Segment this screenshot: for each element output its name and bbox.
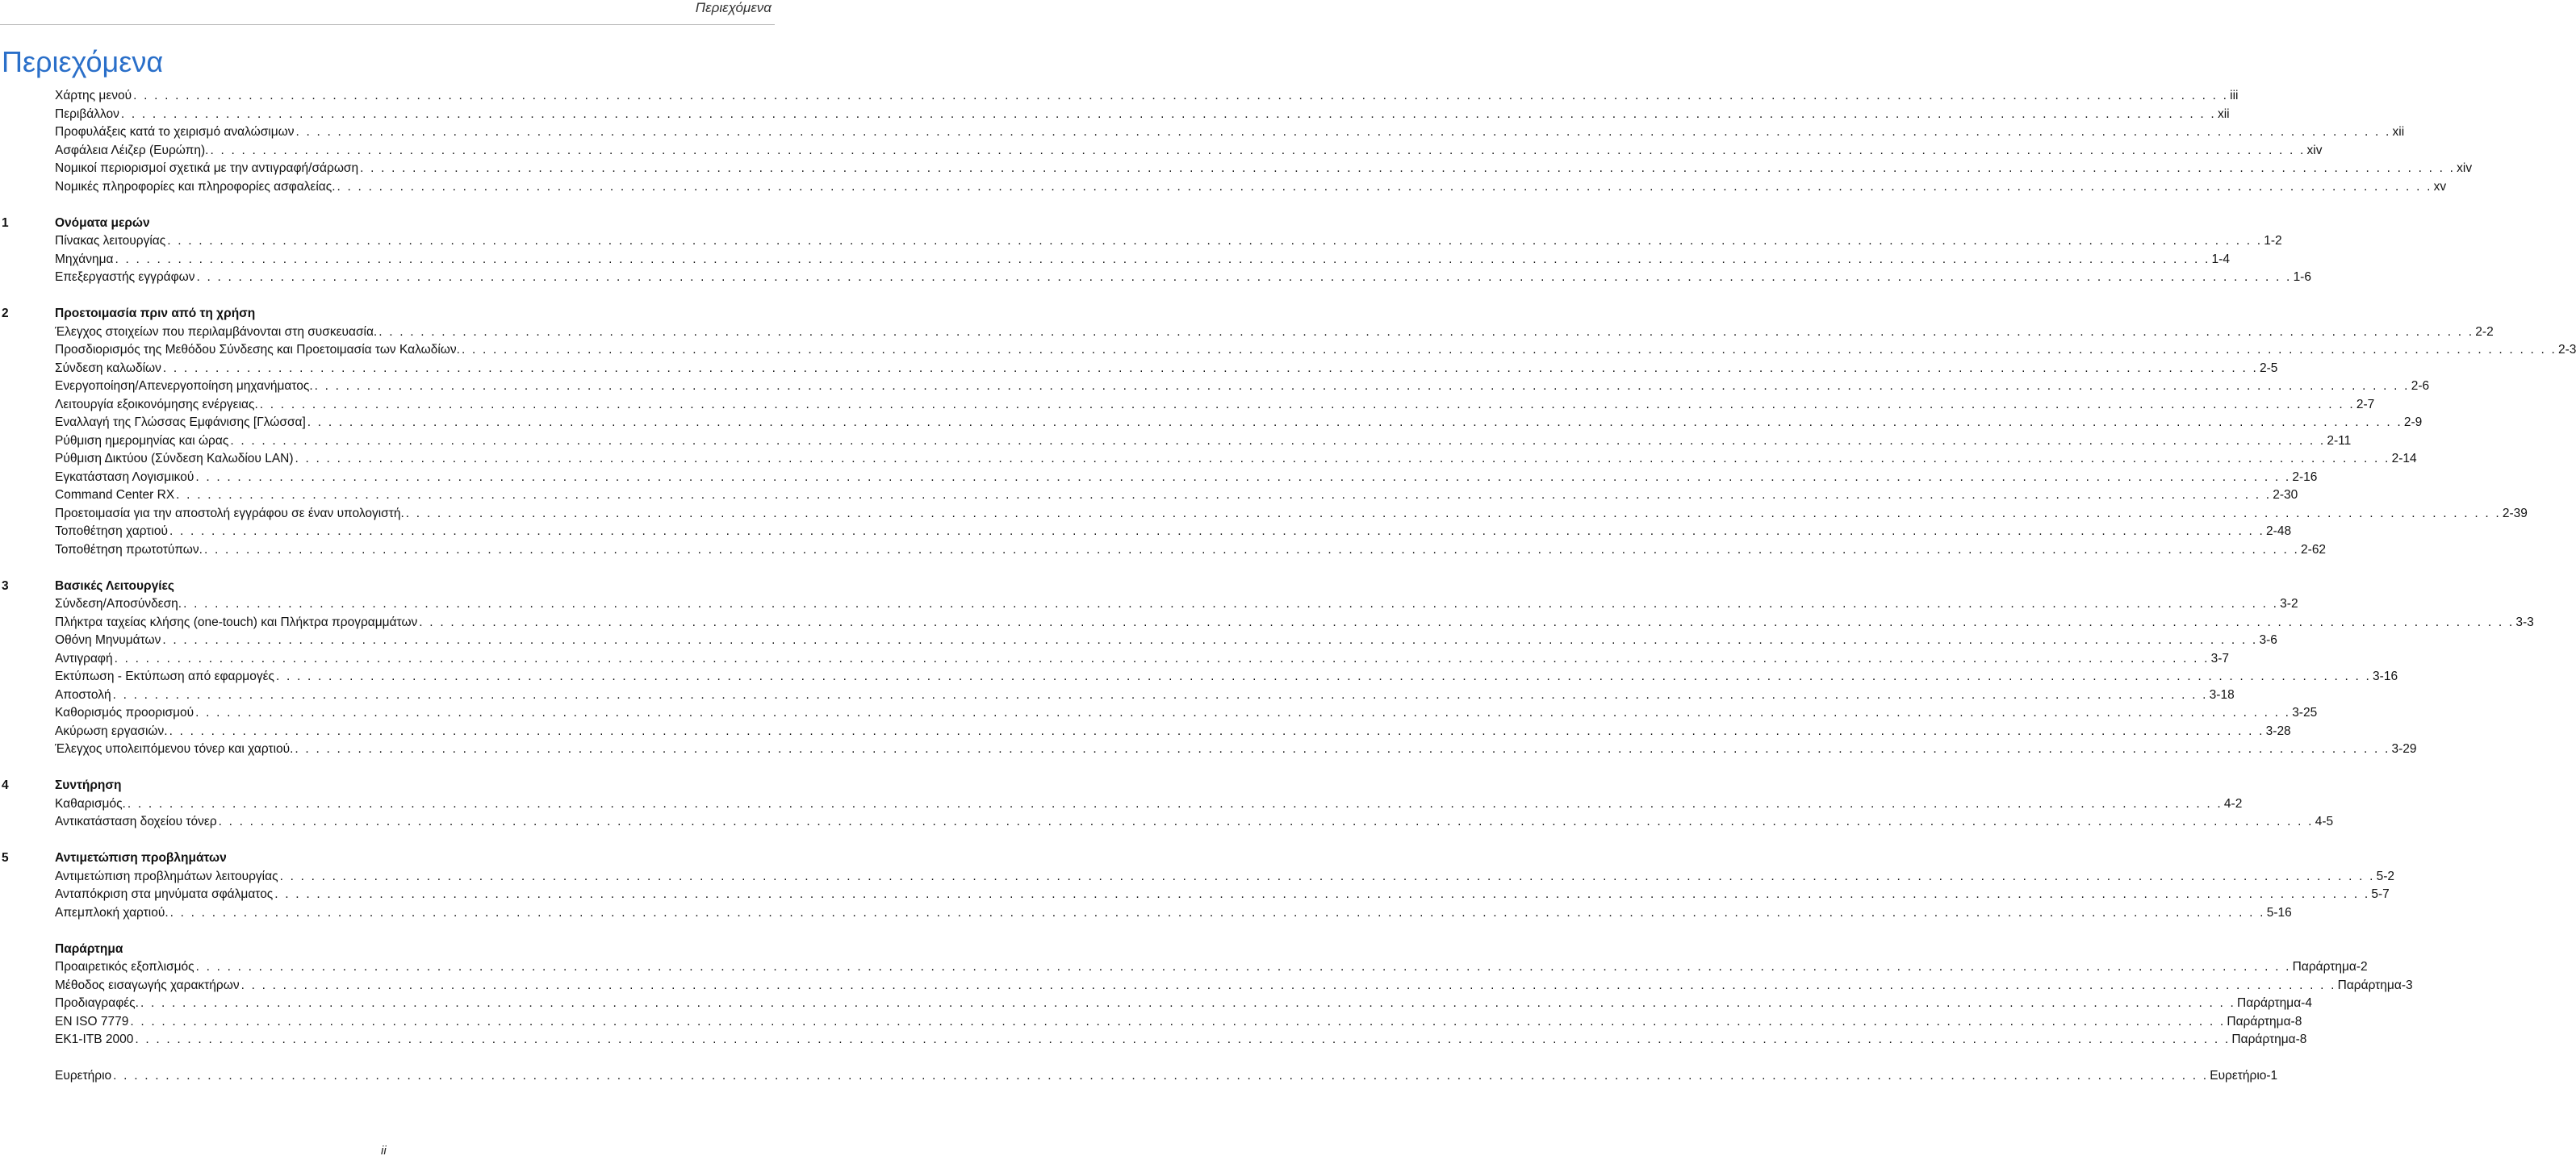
section-heading[interactable] [0,849,775,868]
dot-leader: . . . . . . . . . . . . . . . . . . . . . . . . . . . . . . . . . . . . . . . . . . . . . . . . . . . . . . . . . . . . . . . . . . . . . . . . . . . . . . . . . . . . . . . . . . . . . . . . . . . . . . . . . . . . . . . . . . . . . . . . . . . . . . . . . . . . . . . . . . . . . . . . . . . . . . . . . . . . . . . . . . . . . . . . . . . . . . . . . . . . . . . . . . . . . . . . . . . . . . . . [196,270,2292,284]
toc-entry-title: Επεξεργαστής εγγράφων [55,269,197,287]
toc-entry-page: Παράρτημα-4 [2235,995,2312,1013]
toc-entry-title: Τοποθέτηση χαρτιού [55,523,169,541]
toc-entry-page: xiv [2306,142,2323,161]
toc-entry-title: Νομικοί περιορισμοί σχετικά με την αντιγραφή/σάρωση [55,160,360,178]
spacer [0,559,775,578]
toc-entry-title: Ακύρωση εργασιών. [55,723,169,741]
toc-entry[interactable] [0,523,2292,541]
toc-entry[interactable] [0,414,2423,432]
toc-entry[interactable] [0,87,2239,106]
toc-entry[interactable] [0,958,2368,977]
toc-entry[interactable] [0,106,2230,124]
dot-leader: . . . . . . . . . . . . . . . . . . . . . . . . . . . . . . . . . . . . . . . . . . . . . . . . . . . . . . . . . . . . . . . . . . . . . . . . . . . . . . . . . . . . . . . . . . . . . . . . . . . . . . . . . . . . . . . . . . . . . . . . . . . . . . . . . . . . . . . . . . . . . . . . . . . . . . . . . . . . . . . . . . . . . . . . . . . . . . . . . . . . . . . . . . . . . . . . . . . . . . . . [295,452,2390,465]
dot-leader: . . . . . . . . . . . . . . . . . . . . . . . . . . . . . . . . . . . . . . . . . . . . . . . . . . . . . . . . . . . . . . . . . . . . . . . . . . . . . . . . . . . . . . . . . . . . . . . . . . . . . . . . . . . . . . . . . . . . . . . . . . . . . . . . . . . . . . . . . . . . . . . . . . . . . . . . . . . . . . . . . . . . . . . . . . . . . . . . . . . . . . . . . . . . . . . . . . . . . . . . [115,252,2210,266]
dot-leader: . . . . . . . . . . . . . . . . . . . . . . . . . . . . . . . . . . . . . . . . . . . . . . . . . . . . . . . . . . . . . . . . . . . . . . . . . . . . . . . . . . . . . . . . . . . . . . . . . . . . . . . . . . . . . . . . . . . . . . . . . . . . . . . . . . . . . . . . . . . . . . . . . . . . . . . . . . . . . . . . . . . . . . . . . . . . . . . . . . . . . . . . . . . . . . . . . . . . . . . . [405,506,2501,520]
toc-entry-page: 3-7 [2210,650,2229,669]
toc-entry-page: Ευρετήριο-1 [2208,1067,2277,1086]
dot-leader: . . . . . . . . . . . . . . . . . . . . . . . . . . . . . . . . . . . . . . . . . . . . . . . . . . . . . . . . . . . . . . . . . . . . . . . . . . . . . . . . . . . . . . . . . . . . . . . . . . . . . . . . . . . . . . . . . . . . . . . . . . . . . . . . . . . . . . . . . . . . . . . . . . . . . . . . . . . . . . . . . . . . . . . . . . . . . . . . . . . . . . . . . . . . . . . . . . . . . . . . [195,469,2291,484]
section-name: Αντιμετώπιση προβλημάτων [55,851,227,865]
toc-entry[interactable] [0,232,2282,251]
section-name: Ονόματα μερών [55,215,150,230]
toc-entry[interactable] [0,650,2230,669]
dot-leader: . . . . . . . . . . . . . . . . . . . . . . . . . . . . . . . . . . . . . . . . . . . . . . . . . . . . . . . . . . . . . . . . . . . . . . . . . . . . . . . . . . . . . . . . . . . . . . . . . . . . . . . . . . . . . . . . . . . . . . . . . . . . . . . . . . . . . . . . . . . . . . . . . . . . . . . . . . . . . . . . . . . . . . . . . . . . . . . . . . . . . . . . . . . . . . . . . . . . . . . . [314,379,2410,393]
toc-entry-page: 5-7 [2369,886,2389,904]
toc-entry[interactable] [0,269,2311,287]
toc-entry-page: 3-28 [2264,723,2291,741]
section-name: Προετοιμασία πριν από τη χρήση [55,307,256,320]
dot-leader: . . . . . . . . . . . . . . . . . . . . . . . . . . . . . . . . . . . . . . . . . . . . . . . . . . . . . . . . . . . . . . . . . . . . . . . . . . . . . . . . . . . . . . . . . . . . . . . . . . . . . . . . . . . . . . . . . . . . . . . . . . . . . . . . . . . . . . . . . . . . . . . . . . . . . . . . . . . . . . . . . . . . . . . . . . . . . . . . . . . . . . . . . . . . . . . . . . . . . . . . [230,433,2326,448]
toc-entry-page: 3-3 [2514,614,2533,632]
toc-entry-page: 3-16 [2371,668,2398,686]
toc-entry[interactable] [0,704,2318,723]
toc-entry-page: 1-4 [2210,251,2230,269]
toc-entry-page: Παράρτημα-2 [2291,958,2368,977]
toc-entry-title: Ασφάλεια Λέιζερ (Ευρώπη). [55,142,210,161]
toc-entry-page: Παράρτημα-3 [2336,977,2413,995]
dot-leader: . . . . . . . . . . . . . . . . . . . . . . . . . . . . . . . . . . . . . . . . . . . . . . . . . . . . . . . . . . . . . . . . . . . . . . . . . . . . . . . . . . . . . . . . . . . . . . . . . . . . . . . . . . . . . . . . . . . . . . . . . . . . . . . . . . . . . . . . . . . . . . . . . . . . . . . . . . . . . . . . . . . . . . . . . . . . . . . . . . . . . . . . . . . . . . . . . . . . . . . . [360,161,2456,175]
dot-leader: . . . . . . . . . . . . . . . . . . . . . . . . . . . . . . . . . . . . . . . . . . . . . . . . . . . . . . . . . . . . . . . . . . . . . . . . . . . . . . . . . . . . . . . . . . . . . . . . . . . . . . . . . . . . . . . . . . . . . . . . . . . . . . . . . . . . . . . . . . . . . . . . . . . . . . . . . . . . . . . . . . . . . . . . . . . . . . . . . . . . . . . . . . . . . . . . . . . . . . . . [183,597,2279,611]
dot-leader: . . . . . . . . . . . . . . . . . . . . . . . . . . . . . . . . . . . . . . . . . . . . . . . . . . . . . . . . . . . . . . . . . . . . . . . . . . . . . . . . . . . . . . . . . . . . . . . . . . . . . . . . . . . . . . . . . . . . . . . . . . . . . . . . . . . . . . . . . . . . . . . . . . . . . . . . . . . . . . . . . . . . . . . . . . . . . . . . . . . . . . . . . . . . . . . . . . . . . . . . [203,542,2300,557]
toc-entry[interactable] [0,668,2398,686]
toc-entry[interactable] [0,396,2375,415]
toc-entry-page: 3-25 [2290,704,2317,723]
toc-entry-title: Αποστολή [55,686,113,705]
toc-entry-page: 2-14 [2390,450,2417,469]
toc-entry-title: Καθορισμός προορισμού [55,704,195,723]
toc-entry[interactable] [0,469,2318,487]
toc-entry[interactable] [0,741,2417,759]
dot-leader: . . . . . . . . . . . . . . . . . . . . . . . . . . . . . . . . . . . . . . . . . . . . . . . . . . . . . . . . . . . . . . . . . . . . . . . . . . . . . . . . . . . . . . . . . . . . . . . . . . . . . . . . . . . . . . . . . . . . . . . . . . . . . . . . . . . . . . . . . . . . . . . . . . . . . . . . . . . . . . . . . . . . . . . . . . . . . . . . . . . . . . . . . . . . . . . . . . . . . . . . [259,397,2355,411]
section-heading[interactable] [0,777,775,795]
toc-entry[interactable] [0,686,2235,705]
section-number: 4 [2,778,9,792]
dot-leader: . . . . . . . . . . . . . . . . . . . . . . . . . . . . . . . . . . . . . . . . . . . . . . . . . . . . . . . . . . . . . . . . . . . . . . . . . . . . . . . . . . . . . . . . . . . . . . . . . . . . . . . . . . . . . . . . . . . . . . . . . . . . . . . . . . . . . . . . . . . . . . . . . . . . . . . . . . . . . . . . . . . . . . . . . . . . . . . . . . . . . . . . . . . . . . . . . . . . . . . . [240,978,2336,992]
spacer [0,759,775,778]
toc-entry[interactable] [0,541,2327,560]
dot-leader: . . . . . . . . . . . . . . . . . . . . . . . . . . . . . . . . . . . . . . . . . . . . . . . . . . . . . . . . . . . . . . . . . . . . . . . . . . . . . . . . . . . . . . . . . . . . . . . . . . . . . . . . . . . . . . . . . . . . . . . . . . . . . . . . . . . . . . . . . . . . . . . . . . . . . . . . . . . . . . . . . . . . . . . . . . . . . . . . . . . . . . . . . . . . . . . . . . . . . . . . [140,996,2235,1010]
toc-entry-title: Πίνακας λειτουργίας [55,232,167,251]
toc-entry-title: Ρύθμιση Δικτύου (Σύνδεση Καλωδίου LAN) [55,450,295,469]
toc-entry-page: 2-11 [2325,432,2351,451]
section-heading[interactable] [0,215,775,233]
toc-entry-page: 2-62 [2299,541,2326,560]
toc-entry-title: Τοποθέτηση πρωτοτύπων. [55,541,204,560]
toc-entry-title: EK1-ITB 2000 [55,1031,135,1049]
dot-leader: . . . . . . . . . . . . . . . . . . . . . . . . . . . . . . . . . . . . . . . . . . . . . . . . . . . . . . . . . . . . . . . . . . . . . . . . . . . . . . . . . . . . . . . . . . . . . . . . . . . . . . . . . . . . . . . . . . . . . . . . . . . . . . . . . . . . . . . . . . . . . . . . . . . . . . . . . . . . . . . . . . . . . . . . . . . . . . . . . . . . . . . . . . . . . . . . . . . . . . . . [279,869,2375,883]
dot-leader: . . . . . . . . . . . . . . . . . . . . . . . . . . . . . . . . . . . . . . . . . . . . . . . . . . . . . . . . . . . . . . . . . . . . . . . . . . . . . . . . . . . . . . . . . . . . . . . . . . . . . . . . . . . . . . . . . . . . . . . . . . . . . . . . . . . . . . . . . . . . . . . . . . . . . . . . . . . . . . . . . . . . . . . . . . . . . . . . . . . . . . . . . . . . . . . . . . . . . . . . [218,815,2314,828]
dot-leader: . . . . . . . . . . . . . . . . . . . . . . . . . . . . . . . . . . . . . . . . . . . . . . . . . . . . . . . . . . . . . . . . . . . . . . . . . . . . . . . . . . . . . . . . . . . . . . . . . . . . . . . . . . . . . . . . . . . . . . . . . . . . . . . . . . . . . . . . . . . . . . . . . . . . . . . . . . . . . . . . . . . . . . . . . . . . . . . . . . . . . . . . . . . . . . . . . . . . . . . . [130,1014,2226,1029]
toc-entry-page: 2-6 [2410,378,2429,396]
dot-leader: . . . . . . . . . . . . . . . . . . . . . . . . . . . . . . . . . . . . . . . . . . . . . . . . . . . . . . . . . . . . . . . . . . . . . . . . . . . . . . . . . . . . . . . . . . . . . . . . . . . . . . . . . . . . . . . . . . . . . . . . . . . . . . . . . . . . . . . . . . . . . . . . . . . . . . . . . . . . . . . . . . . . . . . . . . . . . . . . . . . . . . . . . . . . . . . . . . . . . . . . [337,179,2432,194]
toc-entry-title: Προσδιορισμός της Μεθόδου Σύνδεσης και Προετοιμασία των Καλωδίων. [55,341,462,360]
dot-leader: . . . . . . . . . . . . . . . . . . . . . . . . . . . . . . . . . . . . . . . . . . . . . . . . . . . . . . . . . . . . . . . . . . . . . . . . . . . . . . . . . . . . . . . . . . . . . . . . . . . . . . . . . . . . . . . . . . . . . . . . . . . . . . . . . . . . . . . . . . . . . . . . . . . . . . . . . . . . . . . . . . . . . . . . . . . . . . . . . . . . . . . . . . . . . . . . . . . . . . . . [169,724,2264,738]
toc-entry-page: 3-29 [2390,741,2416,759]
toc-entry-title: Περιβάλλον [55,106,121,124]
toc-entry-page: 2-39 [2501,505,2528,524]
section-name: Συντήρηση [55,778,122,792]
toc-entry[interactable] [0,813,2334,832]
toc-entry-page: xiv [2455,160,2472,178]
running-header: Περιεχόμενα [695,0,772,15]
toc-entry[interactable] [0,886,2390,904]
toc-entry[interactable] [0,632,2277,650]
dot-leader: . . . . . . . . . . . . . . . . . . . . . . . . . . . . . . . . . . . . . . . . . . . . . . . . . . . . . . . . . . . . . . . . . . . . . . . . . . . . . . . . . . . . . . . . . . . . . . . . . . . . . . . . . . . . . . . . . . . . . . . . . . . . . . . . . . . . . . . . . . . . . . . . . . . . . . . . . . . . . . . . . . . . . . . . . . . . . . . . . . . . . . . . . . . . . . . . . . . . . . . . [162,361,2258,375]
dot-leader: . . . . . . . . . . . . . . . . . . . . . . . . . . . . . . . . . . . . . . . . . . . . . . . . . . . . . . . . . . . . . . . . . . . . . . . . . . . . . . . . . . . . . . . . . . . . . . . . . . . . . . . . . . . . . . . . . . . . . . . . . . . . . . . . . . . . . . . . . . . . . . . . . . . . . . . . . . . . . . . . . . . . . . . . . . . . . . . . . . . . . . . . . . . . . . . . . . . . . . . . [169,524,2265,538]
toc-entry-title: Ευρετήριο [55,1067,113,1086]
toc-entry[interactable] [0,505,2528,524]
toc-entry-page: xii [2391,123,2405,142]
toc-entry-page: 2-3 [2557,341,2576,360]
toc-entry-page: Παράρτημα-8 [2230,1031,2306,1049]
toc-entry-title: Έλεγχος υπολειπόμενου τόνερ και χαρτιού. [55,741,295,759]
dot-leader: . . . . . . . . . . . . . . . . . . . . . . . . . . . . . . . . . . . . . . . . . . . . . . . . . . . . . . . . . . . . . . . . . . . . . . . . . . . . . . . . . . . . . . . . . . . . . . . . . . . . . . . . . . . . . . . . . . . . . . . . . . . . . . . . . . . . . . . . . . . . . . . . . . . . . . . . . . . . . . . . . . . . . . . . . . . . . . . . . . . . . . . . . . . . . . . . . . . . . . . . [120,106,2216,121]
dot-leader: . . . . . . . . . . . . . . . . . . . . . . . . . . . . . . . . . . . . . . . . . . . . . . . . . . . . . . . . . . . . . . . . . . . . . . . . . . . . . . . . . . . . . . . . . . . . . . . . . . . . . . . . . . . . . . . . . . . . . . . . . . . . . . . . . . . . . . . . . . . . . . . . . . . . . . . . . . . . . . . . . . . . . . . . . . . . . . . . . . . . . . . . . . . . . . . . . . . . . . . . [133,89,2229,102]
toc-entry-page: 5-16 [2265,904,2292,923]
toc-entry[interactable] [0,360,2278,378]
section-number: 5 [2,851,9,865]
page-title: Περιεχόμενα [2,45,164,78]
toc-entry-title: Ανταπόκριση στα μηνύματα σφάλματος [55,886,274,904]
spacer [0,922,775,941]
toc-entry[interactable] [0,160,2473,178]
toc-entry-page: 4-2 [2223,795,2242,814]
toc-entry-title: Λειτουργία εξοικονόμησης ενέργειας. [55,396,260,415]
toc-entry-title: Προφυλάξεις κατά το χειρισμό αναλώσιμων [55,123,295,142]
section-name: Παράρτημα [55,941,123,956]
toc-entry-page: 2-5 [2258,360,2277,378]
dot-leader: . . . . . . . . . . . . . . . . . . . . . . . . . . . . . . . . . . . . . . . . . . . . . . . . . . . . . . . . . . . . . . . . . . . . . . . . . . . . . . . . . . . . . . . . . . . . . . . . . . . . . . . . . . . . . . . . . . . . . . . . . . . . . . . . . . . . . . . . . . . . . . . . . . . . . . . . . . . . . . . . . . . . . . . . . . . . . . . . . . . . . . . . . . . . . . . . . . . . . . . . [176,488,2272,502]
dot-leader: . . . . . . . . . . . . . . . . . . . . . . . . . . . . . . . . . . . . . . . . . . . . . . . . . . . . . . . . . . . . . . . . . . . . . . . . . . . . . . . . . . . . . . . . . . . . . . . . . . . . . . . . . . . . . . . . . . . . . . . . . . . . . . . . . . . . . . . . . . . . . . . . . . . . . . . . . . . . . . . . . . . . . . . . . . . . . . . . . . . . . . . . . . . . . . . . . . . . . . . . [195,960,2291,974]
toc-entry[interactable] [0,595,2298,614]
toc-entry[interactable] [0,995,2312,1013]
toc-entry-title: Προετοιμασία για την αποστολή εγγράφου σε έναν υπολογιστή. [55,505,406,524]
toc-entry-page: 2-2 [2474,323,2493,342]
dot-leader: . . . . . . . . . . . . . . . . . . . . . . . . . . . . . . . . . . . . . . . . . . . . . . . . . . . . . . . . . . . . . . . . . . . . . . . . . . . . . . . . . . . . . . . . . . . . . . . . . . . . . . . . . . . . . . . . . . . . . . . . . . . . . . . . . . . . . . . . . . . . . . . . . . . . . . . . . . . . . . . . . . . . . . . . . . . . . . . . . . . . . . . . . . . . . . . . . . . . . . . . [275,670,2372,683]
toc-entry[interactable] [0,614,2534,632]
toc-entry-page: 2-48 [2264,523,2291,541]
toc-entry-title: Σύνδεση καλωδίων [55,360,163,378]
toc-entry[interactable] [0,977,2413,995]
toc-entry[interactable] [0,795,2243,814]
section-heading[interactable] [0,578,775,596]
toc-entry[interactable] [0,904,2292,923]
toc-entry-title: Οθόνη Μηνυμάτων [55,632,162,650]
dot-leader: . . . . . . . . . . . . . . . . . . . . . . . . . . . . . . . . . . . . . . . . . . . . . . . . . . . . . . . . . . . . . . . . . . . . . . . . . . . . . . . . . . . . . . . . . . . . . . . . . . . . . . . . . . . . . . . . . . . . . . . . . . . . . . . . . . . . . . . . . . . . . . . . . . . . . . . . . . . . . . . . . . . . . . . . . . . . . . . . . . . . . . . . . . . . . . . . . . . . . . . . [195,706,2291,720]
dot-leader: . . . . . . . . . . . . . . . . . . . . . . . . . . . . . . . . . . . . . . . . . . . . . . . . . . . . . . . . . . . . . . . . . . . . . . . . . . . . . . . . . . . . . . . . . . . . . . . . . . . . . . . . . . . . . . . . . . . . . . . . . . . . . . . . . . . . . . . . . . . . . . . . . . . . . . . . . . . . . . . . . . . . . . . . . . . . . . . . . . . . . . . . . . . . . . . . . . . . . . . . [127,796,2223,811]
dot-leader: . . . . . . . . . . . . . . . . . . . . . . . . . . . . . . . . . . . . . . . . . . . . . . . . . . . . . . . . . . . . . . . . . . . . . . . . . . . . . . . . . . . . . . . . . . . . . . . . . . . . . . . . . . . . . . . . . . . . . . . . . . . . . . . . . . . . . . . . . . . . . . . . . . . . . . . . . . . . . . . . . . . . . . . . . . . . . . . . . . . . . . . . . . . . . . . . . . . . . . . . [419,615,2515,629]
toc-entry-title: Σύνδεση/Αποσύνδεση. [55,595,183,614]
dot-leader: . . . . . . . . . . . . . . . . . . . . . . . . . . . . . . . . . . . . . . . . . . . . . . . . . . . . . . . . . . . . . . . . . . . . . . . . . . . . . . . . . . . . . . . . . . . . . . . . . . . . . . . . . . . . . . . . . . . . . . . . . . . . . . . . . . . . . . . . . . . . . . . . . . . . . . . . . . . . . . . . . . . . . . . . . . . . . . . . . . . . . . . . . . . . . . . . . . . . . . . . [167,234,2263,248]
dot-leader: . . . . . . . . . . . . . . . . . . . . . . . . . . . . . . . . . . . . . . . . . . . . . . . . . . . . . . . . . . . . . . . . . . . . . . . . . . . . . . . . . . . . . . . . . . . . . . . . . . . . . . . . . . . . . . . . . . . . . . . . . . . . . . . . . . . . . . . . . . . . . . . . . . . . . . . . . . . . . . . . . . . . . . . . . . . . . . . . . . . . . . . . . . . . . . . . . . . . . . . . [307,415,2402,429]
toc-entry-title: Πλήκτρα ταχείας κλήσης (one-touch) και Πλήκτρα προγραμμάτων [55,614,419,632]
toc-entry-page: iii [2228,87,2238,106]
toc-entry-page: 3-6 [2257,632,2277,650]
toc-entry-title: EN ISO 7779 [55,1013,130,1032]
toc-entry-title: Αντιγραφή [55,650,115,669]
toc-entry[interactable] [0,1067,2278,1086]
section-number: 2 [2,307,9,320]
toc-entry-page: 3-2 [2278,595,2298,614]
spacer [0,1049,775,1068]
toc-entry-title: Ενεργοποίηση/Απενεργοποίηση μηχανήματος. [55,378,315,396]
toc-entry-title: Μηχάνημα [55,251,115,269]
toc-entry-page: 2-7 [2355,396,2374,415]
toc-entry-title: Μέθοδος εισαγωγής χαρακτήρων [55,977,241,995]
spacer [0,832,775,850]
toc-entry-title: Καθαρισμός. [55,795,128,814]
toc-entry-page: 1-2 [2262,232,2281,251]
toc-entry[interactable] [0,1013,2302,1032]
toc-entry[interactable] [0,868,2395,887]
toc-entry[interactable] [0,450,2417,469]
toc-entry[interactable] [0,486,2298,505]
toc-entry-title: Νομικές πληροφορίες και πληροφορίες ασφαλείας. [55,178,337,197]
toc-entry-page: Παράρτημα-8 [2225,1013,2302,1032]
section-heading[interactable] [0,305,775,323]
toc-entry[interactable] [0,323,2494,342]
toc-entry-title: Ρύθμιση ημερομηνίας και ώρας [55,432,230,451]
dot-leader: . . . . . . . . . . . . . . . . . . . . . . . . . . . . . . . . . . . . . . . . . . . . . . . . . . . . . . . . . . . . . . . . . . . . . . . . . . . . . . . . . . . . . . . . . . . . . . . . . . . . . . . . . . . . . . . . . . . . . . . . . . . . . . . . . . . . . . . . . . . . . . . . . . . . . . . . . . . . . . . . . . . . . . . . . . . . . . . . . . . . . . . . . . . . . . . . . . . . . . . . [113,1069,2209,1083]
dot-leader: . . . . . . . . . . . . . . . . . . . . . . . . . . . . . . . . . . . . . . . . . . . . . . . . . . . . . . . . . . . . . . . . . . . . . . . . . . . . . . . . . . . . . . . . . . . . . . . . . . . . . . . . . . . . . . . . . . . . . . . . . . . . . . . . . . . . . . . . . . . . . . . . . . . . . . . . . . . . . . . . . . . . . . . . . . . . . . . . . . . . . . . . . . . . . . . . . . . . . . . . [162,633,2258,647]
dot-leader: . . . . . . . . . . . . . . . . . . . . . . . . . . . . . . . . . . . . . . . . . . . . . . . . . . . . . . . . . . . . . . . . . . . . . . . . . . . . . . . . . . . . . . . . . . . . . . . . . . . . . . . . . . . . . . . . . . . . . . . . . . . . . . . . . . . . . . . . . . . . . . . . . . . . . . . . . . . . . . . . . . . . . . . . . . . . . . . . . . . . . . . . . . . . . . . . . . . . . . . . [210,143,2306,157]
toc-entry-title: Αντιμετώπιση προβλημάτων λειτουργίας [55,868,280,887]
toc-entry[interactable] [0,432,2352,451]
toc-entry[interactable] [0,142,2323,161]
dot-leader: . . . . . . . . . . . . . . . . . . . . . . . . . . . . . . . . . . . . . . . . . . . . . . . . . . . . . . . . . . . . . . . . . . . . . . . . . . . . . . . . . . . . . . . . . . . . . . . . . . . . . . . . . . . . . . . . . . . . . . . . . . . . . . . . . . . . . . . . . . . . . . . . . . . . . . . . . . . . . . . . . . . . . . . . . . . . . . . . . . . . . . . . . . . . . . . . . . . . . . . . [114,651,2210,666]
toc-entry-page: 4-5 [2314,813,2333,832]
dot-leader: . . . . . . . . . . . . . . . . . . . . . . . . . . . . . . . . . . . . . . . . . . . . . . . . . . . . . . . . . . . . . . . . . . . . . . . . . . . . . . . . . . . . . . . . . . . . . . . . . . . . . . . . . . . . . . . . . . . . . . . . . . . . . . . . . . . . . . . . . . . . . . . . . . . . . . . . . . . . . . . . . . . . . . . . . . . . . . . . . . . . . . . . . . . . . . . . . . . . . . . . [169,905,2265,920]
dot-leader: . . . . . . . . . . . . . . . . . . . . . . . . . . . . . . . . . . . . . . . . . . . . . . . . . . . . . . . . . . . . . . . . . . . . . . . . . . . . . . . . . . . . . . . . . . . . . . . . . . . . . . . . . . . . . . . . . . . . . . . . . . . . . . . . . . . . . . . . . . . . . . . . . . . . . . . . . . . . . . . . . . . . . . . . . . . . . . . . . . . . . . . . . . . . . . . . . . . . . . . . [378,324,2474,339]
toc-entry-title: Εκτύπωση - Εκτύπωση από εφαρμογές [55,668,276,686]
footer-page-number: ii [381,1144,387,1158]
table-of-contents [0,87,2576,1086]
toc-entry-page: 2-30 [2271,486,2298,505]
toc-entry[interactable] [0,178,2447,197]
header-divider [0,24,775,25]
toc-entry-page: 2-16 [2290,469,2317,487]
section-number: 3 [2,578,9,593]
dot-leader: . . . . . . . . . . . . . . . . . . . . . . . . . . . . . . . . . . . . . . . . . . . . . . . . . . . . . . . . . . . . . . . . . . . . . . . . . . . . . . . . . . . . . . . . . . . . . . . . . . . . . . . . . . . . . . . . . . . . . . . . . . . . . . . . . . . . . . . . . . . . . . . . . . . . . . . . . . . . . . . . . . . . . . . . . . . . . . . . . . . . . . . . . . . . . . . . . . . . . . . . [274,887,2370,901]
toc-entry[interactable] [0,251,2230,269]
section-heading[interactable] [0,941,775,959]
toc-entry-page: xv [2432,178,2447,197]
toc-entry-title: Εγκατάσταση Λογισμικού [55,469,195,487]
toc-entry-page: 5-2 [2375,868,2394,887]
toc-entry-title: Προαιρετικός εξοπλισμός [55,958,196,977]
toc-entry-title: Αντικατάσταση δοχείου τόνερ [55,813,219,832]
dot-leader: . . . . . . . . . . . . . . . . . . . . . . . . . . . . . . . . . . . . . . . . . . . . . . . . . . . . . . . . . . . . . . . . . . . . . . . . . . . . . . . . . . . . . . . . . . . . . . . . . . . . . . . . . . . . . . . . . . . . . . . . . . . . . . . . . . . . . . . . . . . . . . . . . . . . . . . . . . . . . . . . . . . . . . . . . . . . . . . . . . . . . . . . . . . . . . . . . . . . . . . . [461,343,2557,357]
dot-leader: . . . . . . . . . . . . . . . . . . . . . . . . . . . . . . . . . . . . . . . . . . . . . . . . . . . . . . . . . . . . . . . . . . . . . . . . . . . . . . . . . . . . . . . . . . . . . . . . . . . . . . . . . . . . . . . . . . . . . . . . . . . . . . . . . . . . . . . . . . . . . . . . . . . . . . . . . . . . . . . . . . . . . . . . . . . . . . . . . . . . . . . . . . . . . . . . . . . . . . . . [295,742,2390,756]
toc-entry[interactable] [0,1031,2307,1049]
toc-entry-page: xii [2216,106,2230,124]
toc-entry-page: 2-9 [2402,414,2422,432]
toc-entry[interactable] [0,378,2430,396]
toc-entry-title: Χάρτης μενού [55,87,133,106]
toc-entry[interactable] [0,341,2576,360]
spacer [0,196,775,215]
spacer [0,287,775,306]
toc-entry[interactable] [0,723,2291,741]
toc-entry-title: Command Center RX [55,486,176,505]
toc-entry-page: 1-6 [2292,269,2311,287]
section-name: Βασικές Λειτουργίες [55,578,174,593]
dot-leader: . . . . . . . . . . . . . . . . . . . . . . . . . . . . . . . . . . . . . . . . . . . . . . . . . . . . . . . . . . . . . . . . . . . . . . . . . . . . . . . . . . . . . . . . . . . . . . . . . . . . . . . . . . . . . . . . . . . . . . . . . . . . . . . . . . . . . . . . . . . . . . . . . . . . . . . . . . . . . . . . . . . . . . . . . . . . . . . . . . . . . . . . . . . . . . . . . . . . . . . . [112,687,2208,702]
toc-entry-title: Εναλλαγή της Γλώσσας Εμφάνισης [Γλώσσα] [55,414,307,432]
toc-entry-title: Απεμπλοκή χαρτιού. [55,904,170,923]
toc-entry-page: 3-18 [2208,686,2235,705]
toc-entry-title: Προδιαγραφές. [55,995,140,1013]
toc-entry-title: Έλεγχος στοιχείων που περιλαμβάνονται στη συσκευασία. [55,323,378,342]
dot-leader: . . . . . . . . . . . . . . . . . . . . . . . . . . . . . . . . . . . . . . . . . . . . . . . . . . . . . . . . . . . . . . . . . . . . . . . . . . . . . . . . . . . . . . . . . . . . . . . . . . . . . . . . . . . . . . . . . . . . . . . . . . . . . . . . . . . . . . . . . . . . . . . . . . . . . . . . . . . . . . . . . . . . . . . . . . . . . . . . . . . . . . . . . . . . . . . . . . . . . . . . [135,1033,2231,1046]
toc-entry[interactable] [0,123,2405,142]
dot-leader: . . . . . . . . . . . . . . . . . . . . . . . . . . . . . . . . . . . . . . . . . . . . . . . . . . . . . . . . . . . . . . . . . . . . . . . . . . . . . . . . . . . . . . . . . . . . . . . . . . . . . . . . . . . . . . . . . . . . . . . . . . . . . . . . . . . . . . . . . . . . . . . . . . . . . . . . . . . . . . . . . . . . . . . . . . . . . . . . . . . . . . . . . . . . . . . . . . . . . . . . [295,125,2391,139]
section-number: 1 [2,215,9,230]
